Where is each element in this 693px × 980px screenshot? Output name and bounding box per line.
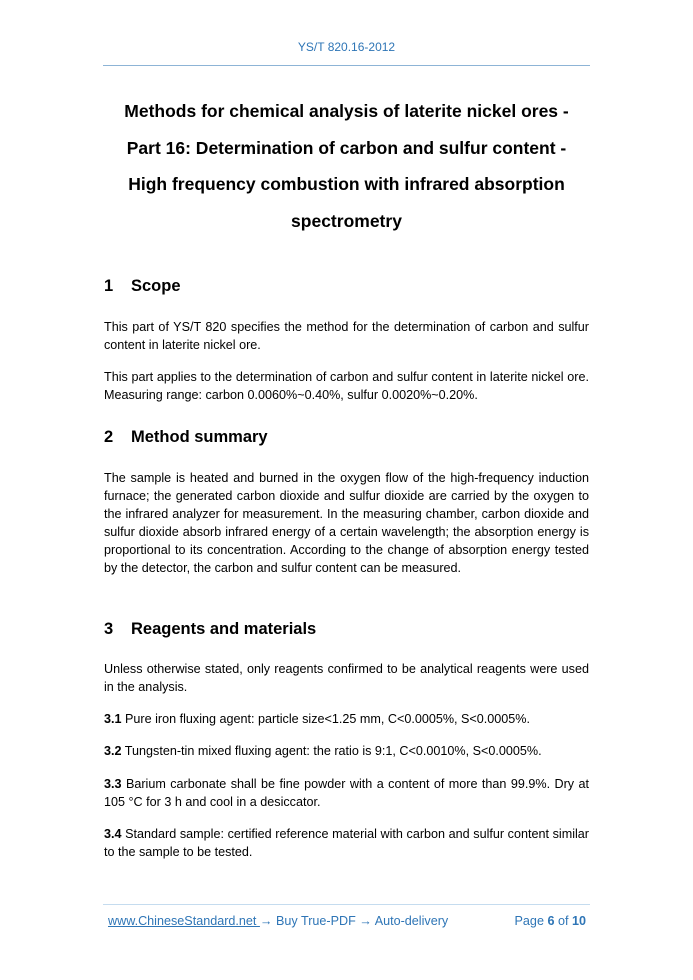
clause-text: Standard sample: certified reference material with carbon and sulfur content similar to the sample to be tested. — [104, 827, 589, 859]
page-number — [515, 913, 586, 929]
clause-id: 3.2 — [104, 744, 122, 758]
clause-id: 3.4 — [104, 827, 122, 841]
page-of-label: of — [554, 914, 572, 928]
clause-3-2 — [104, 742, 589, 760]
page-footer — [108, 913, 586, 929]
page-current: 6 — [547, 914, 555, 928]
method-summary-paragraph: The sample is heated and burned in the oxygen flow of the high-frequency induction furnace; the generated carbon dioxide and sulfur dioxide are carried by the oxygen to the infrared analyzer for measurement. In the measuring chamber, carbon dioxide and sulfur dioxide absorb infrared energy of a certain wavelength; the absorption energy is proportional to its concentration. According to the change of absorption energy tested by the detector, the carbon and sulfur content can be measured. — [104, 471, 589, 575]
clause-text: Barium carbonate shall be fine powder with a content of more than 99.9%. Dry at 105 °C for 3 h and cool in a desiccator. — [104, 777, 589, 809]
page-label: Page — [514, 914, 548, 928]
clause-id: 3.3 — [104, 777, 122, 791]
title-line-4: spectrometry — [291, 210, 402, 231]
page-total: 10 — [571, 914, 586, 928]
section-heading-reagents — [104, 619, 316, 639]
document-title — [103, 93, 590, 239]
clause-3-3 — [104, 775, 589, 811]
clause-id: 3.1 — [104, 712, 122, 726]
page-header-standard-code: YS/T 820.16-2012 — [297, 40, 396, 54]
scope-paragraph-1: This part of YS/T 820 specifies the method for the determination of carbon and sulfur content in laterite nickel ore. — [104, 320, 589, 352]
section-number: 1 — [104, 277, 114, 295]
section-title: Reagents and materials — [131, 620, 317, 638]
footer-divider — [103, 904, 590, 905]
clause-3-4 — [104, 825, 589, 861]
footer-promo — [108, 913, 448, 929]
reagents-intro-paragraph: Unless otherwise stated, only reagents confirmed to be analytical reagents were used in the analysis. — [104, 662, 589, 694]
footer-promo-text: → Buy True-PDF → Auto-delivery — [259, 914, 449, 928]
clause-text: Pure iron fluxing agent: particle size<1.25 mm, C<0.0005%, S<0.0005%. — [121, 712, 531, 726]
title-line-3: High frequency combustion with infrared absorption — [128, 174, 565, 194]
section-heading-scope — [104, 276, 181, 296]
section-title: Scope — [131, 277, 181, 295]
section-heading-method-summary — [104, 427, 268, 447]
title-line-1: Methods for chemical analysis of laterite nickel ores - — [124, 101, 569, 121]
clause-text: Tungsten-tin mixed fluxing agent: the ratio is 9:1, C<0.0010%, S<0.0005%. — [121, 744, 542, 758]
header-divider — [103, 65, 590, 66]
title-line-2: Part 16: Determination of carbon and sulfur content - — [126, 137, 567, 158]
section-title: Method summary — [131, 428, 268, 446]
section-number: 2 — [104, 428, 114, 446]
section-number: 3 — [104, 620, 114, 638]
clause-3-1 — [104, 710, 589, 728]
scope-paragraph-2: This part applies to the determination of carbon and sulfur content in laterite nickel ore. Measuring range: carbon 0.0060%~0.40%, sulfur 0.0020%~0.20%. — [104, 370, 589, 402]
chinesestandard-link[interactable]: www.ChineseStandard.net — [108, 914, 260, 928]
